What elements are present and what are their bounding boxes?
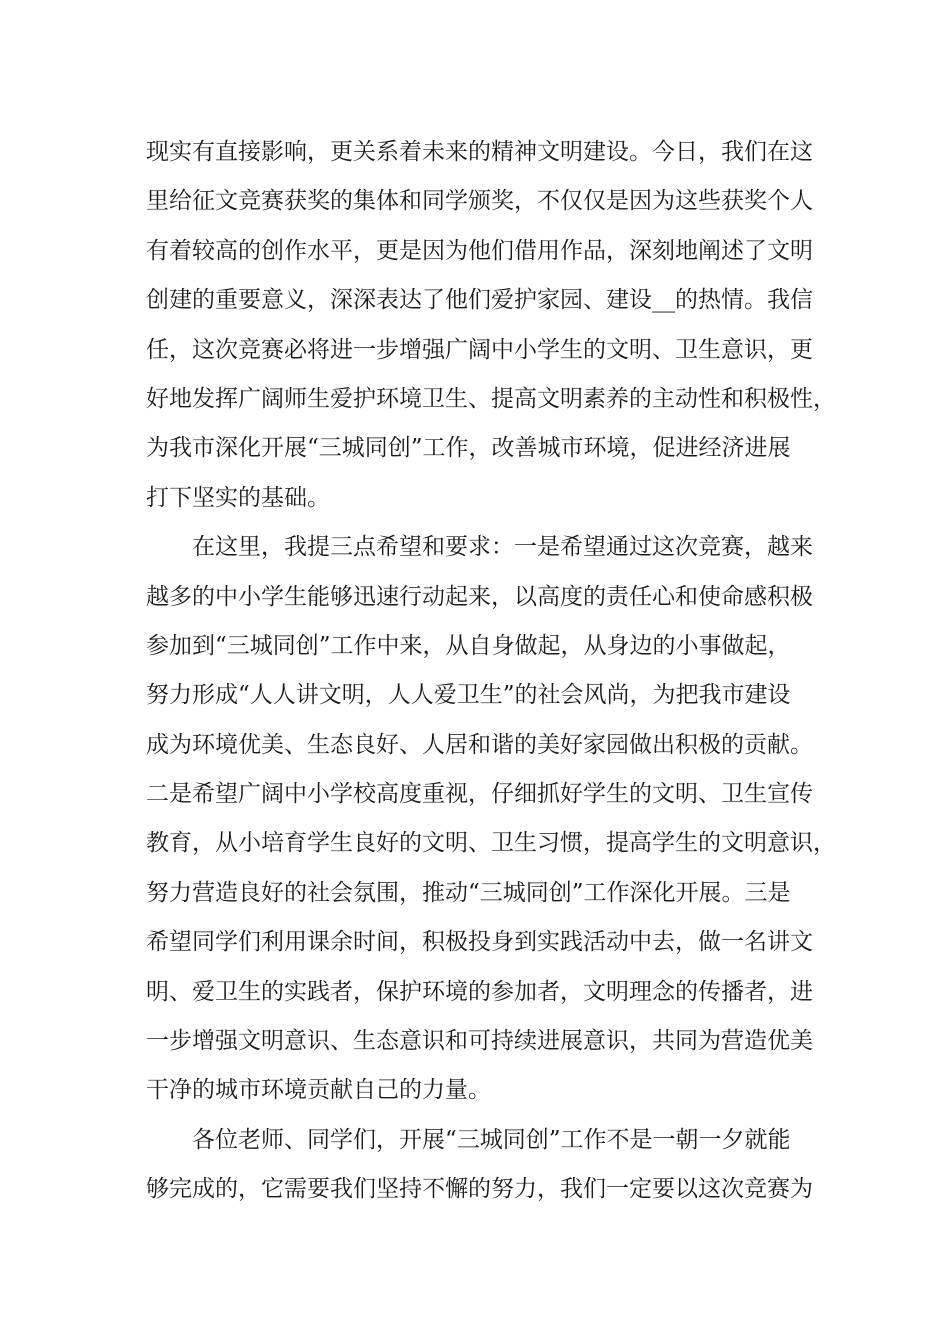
text-line: 越多的中小学生能够迅速行动起来，以高度的责任心和使命感积极 bbox=[146, 583, 813, 610]
text-line: 有着较高的创作水平，更是因为他们借用作品，深刻地阐述了文明 bbox=[146, 237, 813, 264]
text-line: 教育，从小培育学生良好的文明、卫生习惯，提高学生的文明意识， bbox=[146, 830, 836, 857]
text-line: 为我市深化开展“三城同创”工作，改善城市环境，促进经济进展 bbox=[146, 435, 791, 462]
paragraph-start-line: 各位老师、同学们，开展“三城同创”工作不是一朝一夕就能 bbox=[192, 1126, 791, 1153]
text-line: 里给征文竞赛获奖的集体和同学颁奖，不仅仅是因为这些获奖个人 bbox=[146, 188, 813, 215]
text-line: 一步增强文明意识、生态意识和可持续进展意识，共同为营造优美 bbox=[146, 1028, 813, 1055]
text-line: 好地发挥广阔师生爱护环境卫生、提高文明素养的主动性和积极性， bbox=[146, 385, 836, 412]
body-text bbox=[146, 128, 836, 1215]
paragraph-start-line: 在这里，我提三点希望和要求：一是希望通过这次竞赛，越来 bbox=[192, 534, 813, 561]
text-line: 够完成的，它需要我们坚持不懈的努力，我们一定要以这次竞赛为 bbox=[146, 1176, 813, 1203]
text-line: 打下坚实的基础。 bbox=[146, 484, 330, 511]
text-line: 明、爱卫生的实践者，保护环境的参加者，文明理念的传播者，进 bbox=[146, 978, 813, 1005]
text-line: 成为环境优美、生态良好、人居和谐的美好家园做出积极的贡献。 bbox=[146, 731, 813, 758]
text-line: 努力营造良好的社会氛围，推动“三城同创”工作深化开展。三是 bbox=[146, 879, 791, 906]
text-line: 努力形成“人人讲文明，人人爱卫生”的社会风尚，为把我市建设 bbox=[146, 682, 791, 709]
text-line: 参加到“三城同创”工作中来，从自身做起，从身边的小事做起， bbox=[146, 632, 791, 659]
text-line: 任，这次竞赛必将进一步增强广阔中小学生的文明、卫生意识，更 bbox=[146, 336, 813, 363]
text-line: 现实有直接影响，更关系着未来的精神文明建设。今日，我们在这 bbox=[146, 139, 813, 165]
text-line: 希望同学们利用课余时间，积极投身到实践活动中去，做一名讲文 bbox=[146, 929, 813, 956]
text-line: 创建的重要意义，深深表达了他们爱护家园、建设__的热情。我信 bbox=[146, 287, 813, 314]
text-line: 二是希望广阔中小学校高度重视，仔细抓好学生的文明、卫生宣传 bbox=[146, 781, 813, 808]
text-line: 干净的城市环境贡献自己的力量。 bbox=[146, 1077, 491, 1104]
